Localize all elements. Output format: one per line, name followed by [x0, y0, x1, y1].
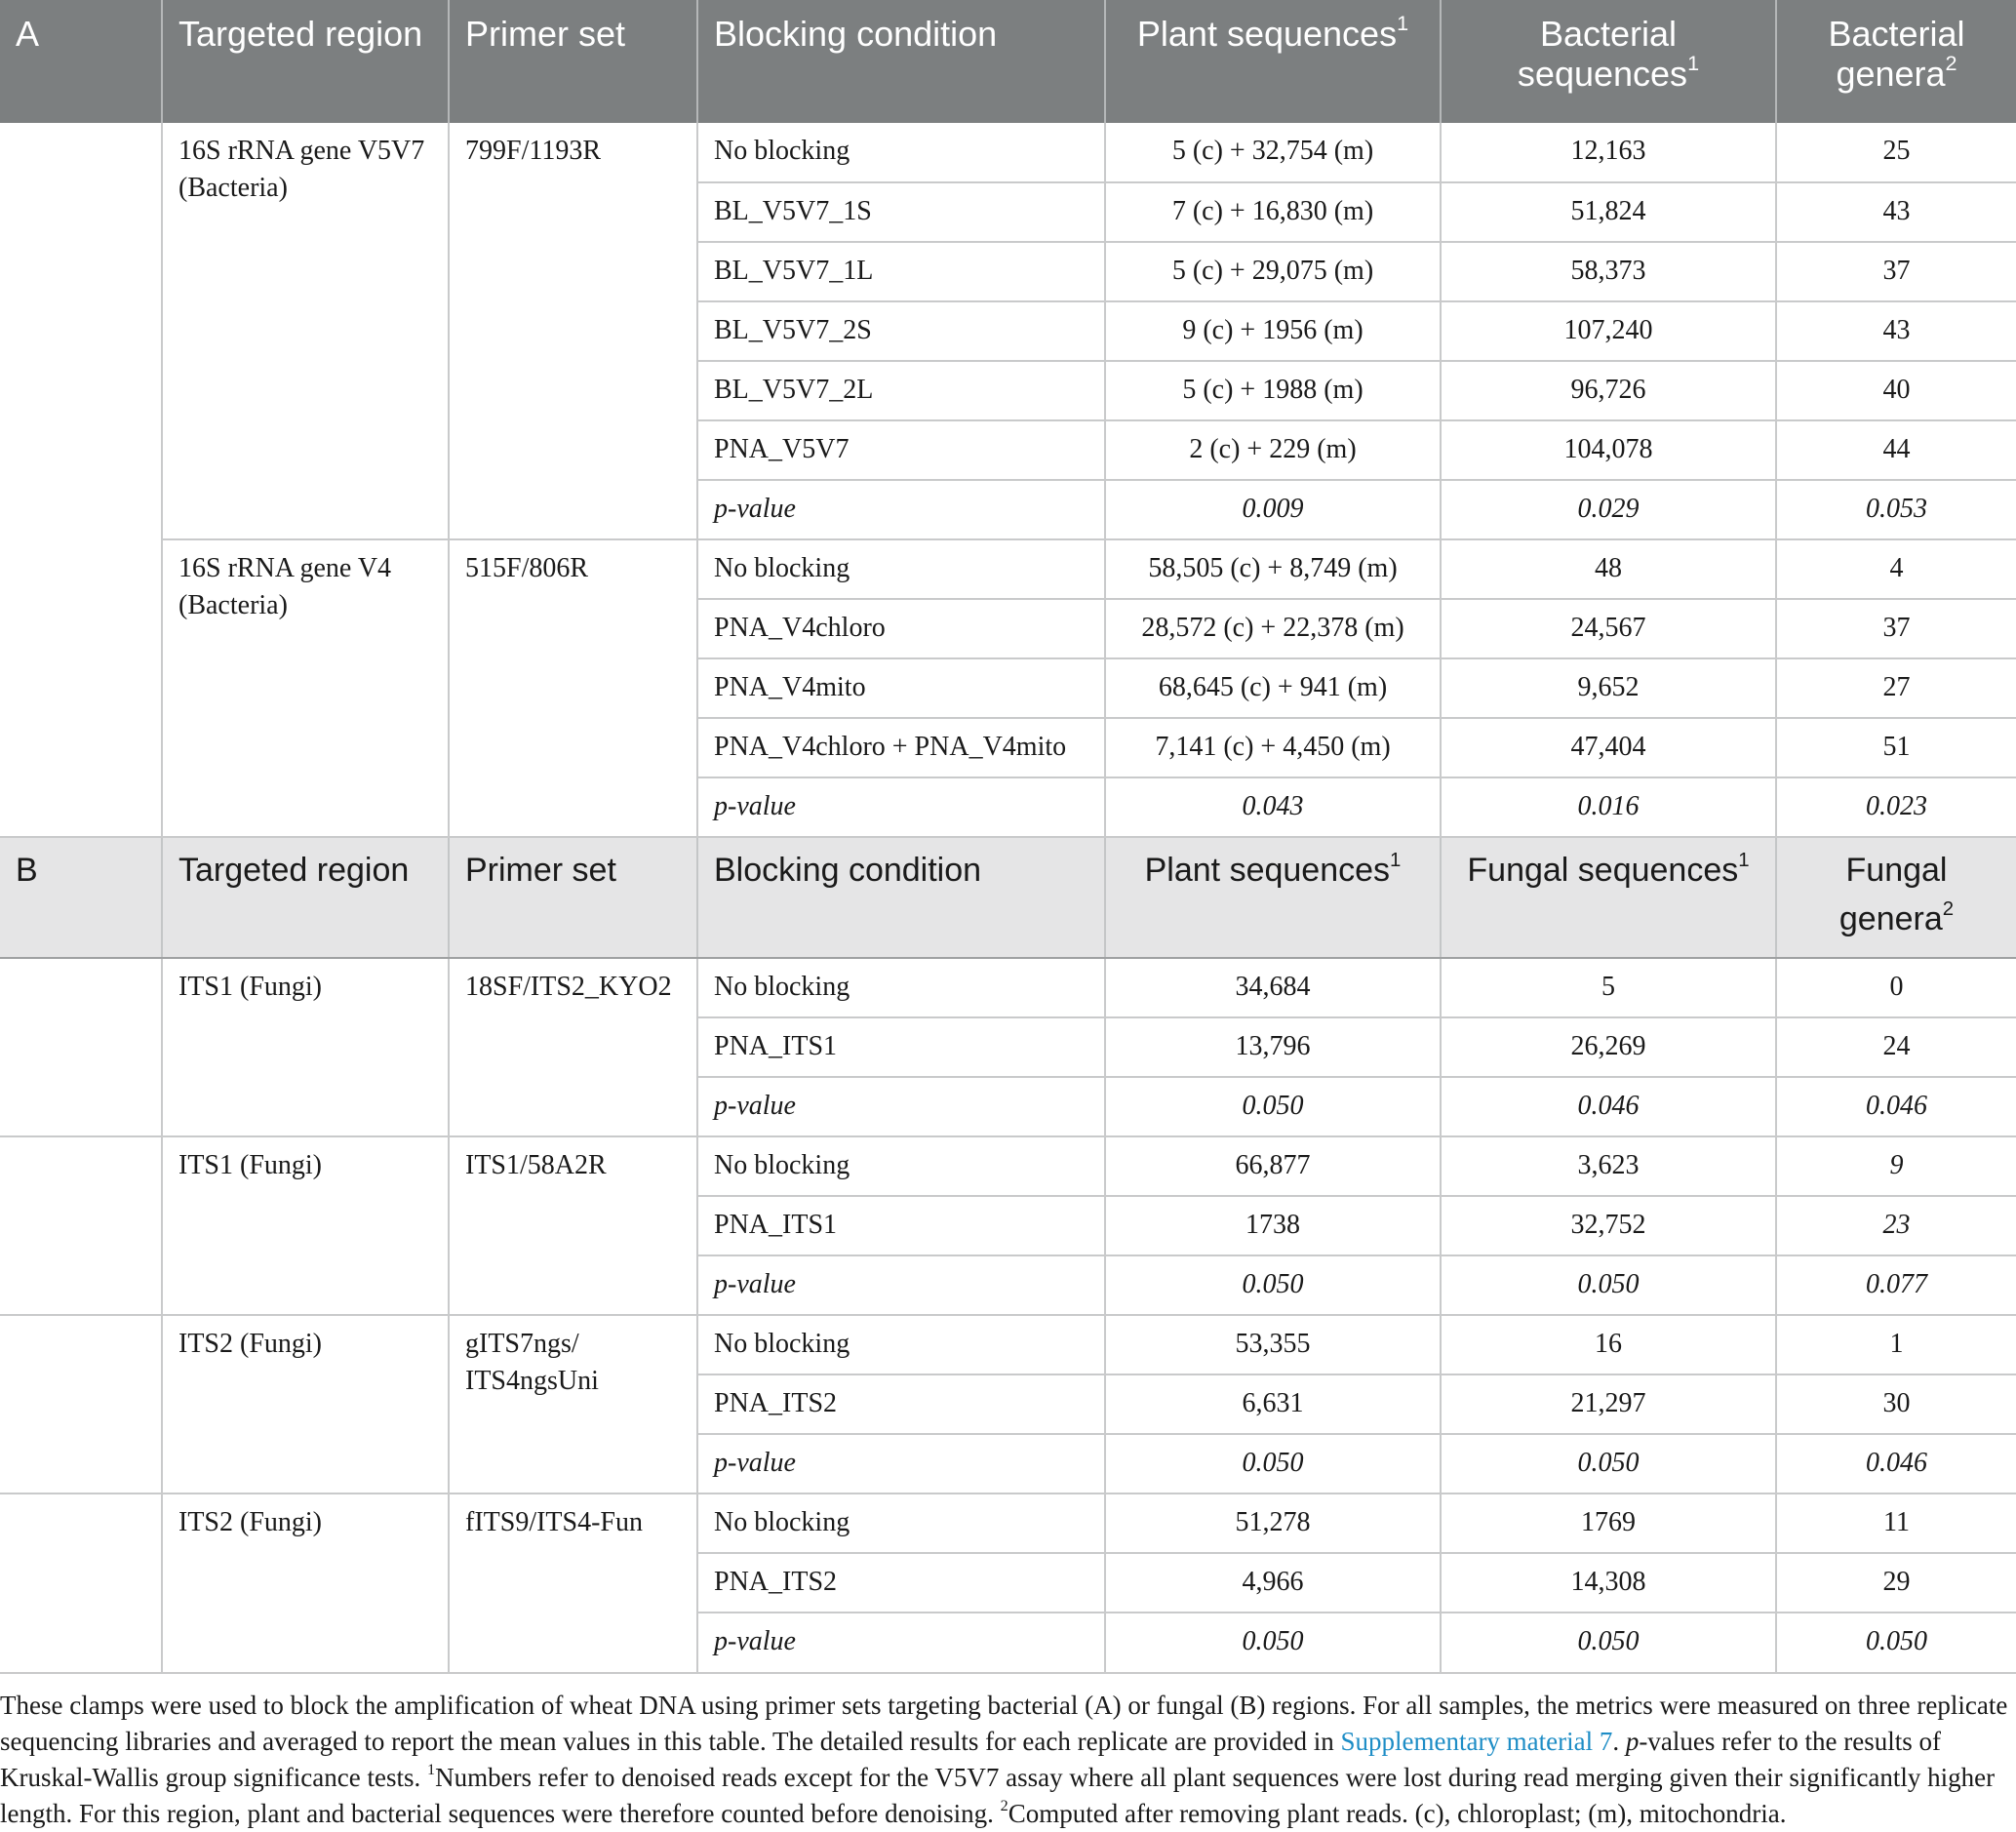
- primer-set-text: ITS1/58A2R: [465, 1150, 607, 1180]
- org-sequences-cell: 107,240: [1441, 301, 1776, 361]
- org-sequences-cell: 51,824: [1441, 182, 1776, 242]
- blocking-condition-cell: No blocking: [697, 958, 1105, 1017]
- genera-cell: 44: [1776, 420, 2016, 480]
- sectionA-header-row: [0, 0, 2016, 123]
- org-sequences-cell: 9,652: [1441, 658, 1776, 718]
- section-spacer-cell: [0, 958, 162, 1136]
- plant-sequences-cell: 0.050: [1105, 1613, 1441, 1672]
- header-plant-sequences-text: Plant sequences: [1136, 14, 1398, 54]
- targeted-region-text: ITS1 (Fungi): [178, 1150, 322, 1180]
- blocking-condition-cell: PNA_V4mito: [697, 658, 1105, 718]
- org-sequences-cell: 104,078: [1441, 420, 1776, 480]
- primer-set-text: 18SF/ITS2_KYO2: [465, 972, 672, 1002]
- org-sequences-cell: 0.050: [1441, 1434, 1776, 1493]
- blocking-condition-cell: BL_V5V7_1L: [697, 242, 1105, 301]
- sectionB-header-org-sequences: [1441, 837, 1776, 958]
- org-sequences-cell: 0.016: [1441, 777, 1776, 837]
- genera-cell: 0.023: [1776, 777, 2016, 837]
- table-row: [0, 958, 2016, 1017]
- blocking-condition-cell: No blocking: [697, 539, 1105, 599]
- targeted-region-text: ITS2 (Fungi): [178, 1329, 322, 1359]
- header-genera-text: Fungal genera: [1838, 852, 1948, 937]
- caption-p-italic: p: [1625, 1727, 1640, 1756]
- section-label-text: B: [16, 852, 38, 889]
- plant-sequences-cell: 66,877: [1105, 1136, 1441, 1196]
- genera-cell: 0.077: [1776, 1255, 2016, 1315]
- sectionA-header-genera: [1776, 0, 2016, 123]
- primer-set-cell: [449, 1136, 697, 1315]
- targeted-region-text: ITS2 (Fungi): [178, 1507, 322, 1537]
- table-row: [0, 1315, 2016, 1374]
- plant-sequences-cell: 7,141 (c) + 4,450 (m): [1105, 718, 1441, 777]
- plant-sequences-cell: 28,572 (c) + 22,378 (m): [1105, 599, 1441, 658]
- primer-set-text: 515F/806R: [465, 553, 589, 583]
- blocking-condition-cell: p-value: [697, 480, 1105, 539]
- table-row: [0, 539, 2016, 599]
- genera-cell: 1: [1776, 1315, 2016, 1374]
- caption-footnote-2-marker: 2: [1000, 1796, 1008, 1814]
- org-sequences-cell: 0.029: [1441, 480, 1776, 539]
- genera-cell: 25: [1776, 123, 2016, 182]
- genera-cell: 30: [1776, 1374, 2016, 1434]
- header-blocking-condition-text: Blocking condition: [714, 14, 998, 54]
- header-targeted-region-text: Targeted region: [178, 14, 423, 54]
- blocking-condition-cell: PNA_ITS2: [697, 1553, 1105, 1613]
- sectionB-header-primer-set: [449, 837, 697, 958]
- plant-sequences-cell: 0.050: [1105, 1434, 1441, 1493]
- footnote-marker: 1: [1397, 10, 1409, 35]
- org-sequences-cell: 24,567: [1441, 599, 1776, 658]
- org-sequences-cell: 47,404: [1441, 718, 1776, 777]
- genera-cell: 0.046: [1776, 1434, 2016, 1493]
- blocking-condition-cell: No blocking: [697, 123, 1105, 182]
- targeted-region-cell: [162, 958, 449, 1136]
- table-caption: [0, 1672, 2016, 1832]
- plant-sequences-cell: 53,355: [1105, 1315, 1441, 1374]
- sectionA-header-plant-sequences: [1105, 0, 1441, 123]
- section-spacer-cell: [0, 539, 162, 837]
- blocking-condition-cell: PNA_ITS2: [697, 1374, 1105, 1434]
- caption-text-5: Computed after removing plant reads. (c), chloroplast; (m), mitochondria.: [1008, 1799, 1787, 1828]
- caption-text-2: .: [1612, 1727, 1626, 1756]
- plant-sequences-cell: 5 (c) + 1988 (m): [1105, 361, 1441, 420]
- plant-sequences-cell: 13,796: [1105, 1017, 1441, 1077]
- footnote-marker: 2: [1942, 897, 1955, 920]
- blocking-condition-cell: PNA_ITS1: [697, 1196, 1105, 1255]
- org-sequences-cell: 14,308: [1441, 1553, 1776, 1613]
- plant-sequences-cell: 5 (c) + 32,754 (m): [1105, 123, 1441, 182]
- targeted-region-text: ITS1 (Fungi): [178, 972, 322, 1002]
- plant-sequences-cell: 9 (c) + 1956 (m): [1105, 301, 1441, 361]
- sectionA-header-blocking-condition: [697, 0, 1105, 123]
- blocking-condition-cell: p-value: [697, 1434, 1105, 1493]
- genera-cell: 0: [1776, 958, 2016, 1017]
- targeted-region-text: 16S rRNA gene V4 (Bacteria): [178, 553, 392, 620]
- org-sequences-cell: 5: [1441, 958, 1776, 1017]
- caption-footnote-1-marker: 1: [426, 1760, 436, 1778]
- genera-cell: 43: [1776, 301, 2016, 361]
- blocking-condition-cell: No blocking: [697, 1493, 1105, 1553]
- blocking-condition-cell: No blocking: [697, 1315, 1105, 1374]
- targeted-region-cell: [162, 123, 449, 539]
- header-org-sequences-text: Fungal sequences: [1467, 852, 1739, 889]
- genera-cell: 0.053: [1776, 480, 2016, 539]
- plant-sequences-cell: 58,505 (c) + 8,749 (m): [1105, 539, 1441, 599]
- primer-set-text: gITS7ngs/ ITS4ngsUni: [465, 1329, 599, 1396]
- sectionB-header-genera: [1776, 837, 2016, 958]
- header-genera-text: Bacterial genera: [1828, 14, 1965, 94]
- section-spacer-cell: [0, 1493, 162, 1672]
- genera-cell: 43: [1776, 182, 2016, 242]
- targeted-region-cell: [162, 1493, 449, 1672]
- plant-sequences-cell: 1738: [1105, 1196, 1441, 1255]
- table-row: [0, 1136, 2016, 1196]
- header-targeted-region-text: Targeted region: [178, 852, 410, 889]
- plant-sequences-cell: 0.009: [1105, 480, 1441, 539]
- table-row: [0, 123, 2016, 182]
- blocking-condition-cell: No blocking: [697, 1136, 1105, 1196]
- genera-cell: 9: [1776, 1136, 2016, 1196]
- org-sequences-cell: 16: [1441, 1315, 1776, 1374]
- plant-sequences-cell: 68,645 (c) + 941 (m): [1105, 658, 1441, 718]
- plant-sequences-cell: 6,631: [1105, 1374, 1441, 1434]
- sectionA-header-targeted-region: [162, 0, 449, 123]
- genera-cell: 4: [1776, 539, 2016, 599]
- genera-cell: 23: [1776, 1196, 2016, 1255]
- blocking-condition-cell: PNA_V4chloro + PNA_V4mito: [697, 718, 1105, 777]
- org-sequences-cell: 1769: [1441, 1493, 1776, 1553]
- sectionB-header-plant-sequences: [1105, 837, 1441, 958]
- header-plant-sequences-text: Plant sequences: [1144, 852, 1391, 889]
- org-sequences-cell: 58,373: [1441, 242, 1776, 301]
- sectionA-header-org-sequences: [1441, 0, 1776, 123]
- plant-sequences-cell: 4,966: [1105, 1553, 1441, 1613]
- org-sequences-cell: 32,752: [1441, 1196, 1776, 1255]
- caption-text-1: These clamps were used to block the amplification of wheat DNA using primer sets targeting bacterial (A) or fungal (B) regions. For all samples, the metrics were measured on three replicate sequencing libraries and averaged to report the mean values in this table. The detailed results for each replicate are provided in: [0, 1691, 2008, 1756]
- primer-set-text: fITS9/ITS4-Fun: [465, 1507, 643, 1537]
- primer-set-cell: [449, 539, 697, 837]
- primer-set-cell: [449, 958, 697, 1136]
- footnote-marker: 2: [1945, 50, 1957, 75]
- plant-sequences-cell: 0.050: [1105, 1077, 1441, 1136]
- plant-sequences-cell: 51,278: [1105, 1493, 1441, 1553]
- section-spacer-cell: [0, 1136, 162, 1315]
- org-sequences-cell: 21,297: [1441, 1374, 1776, 1434]
- genera-cell: 29: [1776, 1553, 2016, 1613]
- plant-sequences-cell: 5 (c) + 29,075 (m): [1105, 242, 1441, 301]
- org-sequences-cell: 12,163: [1441, 123, 1776, 182]
- header-blocking-condition-text: Blocking condition: [714, 852, 982, 889]
- header-primer-set-text: Primer set: [465, 14, 626, 54]
- plant-sequences-cell: 7 (c) + 16,830 (m): [1105, 182, 1441, 242]
- blocking-condition-cell: BL_V5V7_1S: [697, 182, 1105, 242]
- section-spacer-cell: [0, 1315, 162, 1493]
- genera-cell: 24: [1776, 1017, 2016, 1077]
- footnote-marker: 1: [1738, 849, 1750, 871]
- caption-text-3: -values refer to the results of Kruskal-Wallis group significance tests.: [0, 1727, 1942, 1792]
- targeted-region-cell: [162, 539, 449, 837]
- org-sequences-cell: 0.050: [1441, 1613, 1776, 1672]
- org-sequences-cell: 48: [1441, 539, 1776, 599]
- caption-text-4: Numbers refer to denoised reads except for the V5V7 assay where all plant sequences were lost during read merging given their significantly higher length. For this region, plant and bacterial sequences were therefore counted before denoising.: [0, 1763, 1996, 1828]
- supplementary-link[interactable]: Supplementary material 7: [1340, 1727, 1613, 1756]
- genera-cell: 51: [1776, 718, 2016, 777]
- genera-cell: 27: [1776, 658, 2016, 718]
- blocking-condition-cell: BL_V5V7_2L: [697, 361, 1105, 420]
- sectionB-header-blocking-condition: [697, 837, 1105, 958]
- section-label-text: A: [16, 14, 40, 54]
- table-row: [0, 1493, 2016, 1553]
- genera-cell: 37: [1776, 599, 2016, 658]
- sectionB-header-targeted-region: [162, 837, 449, 958]
- plant-sequences-cell: 0.050: [1105, 1255, 1441, 1315]
- header-org-sequences-text: Bacterial sequences: [1517, 14, 1688, 94]
- blocking-condition-cell: PNA_V4chloro: [697, 599, 1105, 658]
- primer-set-cell: [449, 1493, 697, 1672]
- header-primer-set-text: Primer set: [465, 852, 616, 889]
- primer-set-cell: [449, 123, 697, 539]
- org-sequences-cell: 26,269: [1441, 1017, 1776, 1077]
- genera-cell: 40: [1776, 361, 2016, 420]
- footnote-marker: 1: [1687, 50, 1700, 75]
- genera-cell: 37: [1776, 242, 2016, 301]
- org-sequences-cell: 0.050: [1441, 1255, 1776, 1315]
- blocking-condition-cell: p-value: [697, 777, 1105, 837]
- footnote-marker: 1: [1390, 849, 1402, 871]
- blocking-condition-cell: p-value: [697, 1077, 1105, 1136]
- primer-set-text: 799F/1193R: [465, 136, 601, 166]
- targeted-region-cell: [162, 1136, 449, 1315]
- blocking-condition-cell: p-value: [697, 1613, 1105, 1672]
- org-sequences-cell: 0.046: [1441, 1077, 1776, 1136]
- primer-set-cell: [449, 1315, 697, 1493]
- genera-cell: 0.050: [1866, 1626, 1927, 1656]
- blocking-condition-cell: BL_V5V7_2S: [697, 301, 1105, 361]
- blocking-condition-cell: p-value: [697, 1255, 1105, 1315]
- section-spacer-cell: [0, 123, 162, 539]
- sectionA-section-label: [0, 0, 162, 123]
- genera-cell: 0.046: [1776, 1077, 2016, 1136]
- org-sequences-cell: 96,726: [1441, 361, 1776, 420]
- sectionB-section-label: [0, 837, 162, 958]
- targeted-region-cell: [162, 1315, 449, 1493]
- blocking-condition-cell: PNA_ITS1: [697, 1017, 1105, 1077]
- blocking-condition-cell: PNA_V5V7: [697, 420, 1105, 480]
- plant-sequences-cell: 0.043: [1105, 777, 1441, 837]
- sectionA-header-primer-set: [449, 0, 697, 123]
- genera-cell: 11: [1776, 1493, 2016, 1553]
- plant-sequences-cell: 34,684: [1105, 958, 1441, 1017]
- plant-sequences-cell: 2 (c) + 229 (m): [1105, 420, 1441, 480]
- sectionB-header-row: [0, 837, 2016, 958]
- org-sequences-cell: 3,623: [1441, 1136, 1776, 1196]
- targeted-region-text: 16S rRNA gene V5V7 (Bacteria): [178, 136, 425, 203]
